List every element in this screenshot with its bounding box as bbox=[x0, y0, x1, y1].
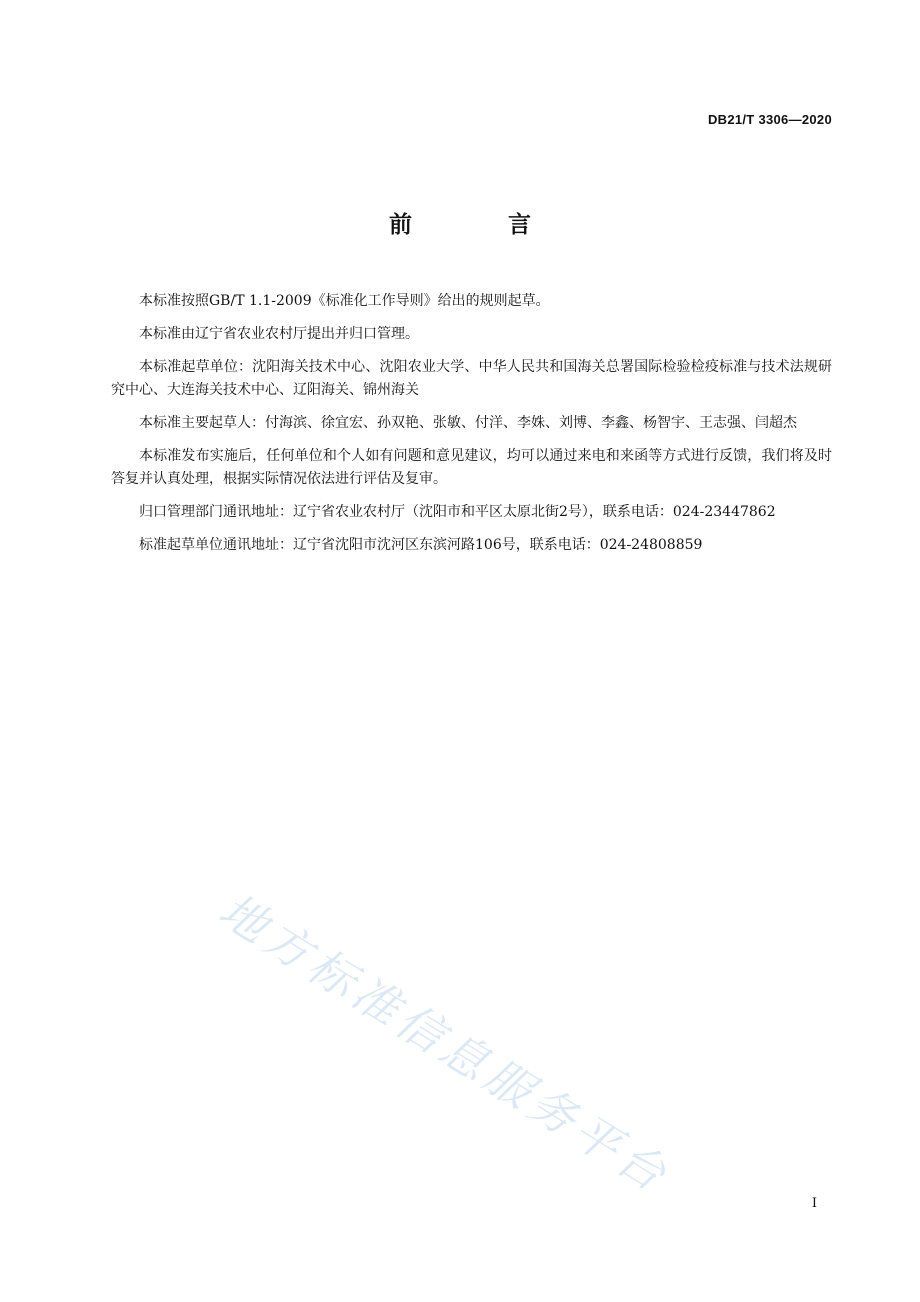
watermark: 地方标准信息服务平台 bbox=[210, 882, 680, 1204]
standard-code: DB21/T 3306—2020 bbox=[707, 112, 832, 127]
paragraph-management-address: 归口管理部门通讯地址：辽宁省农业农村厅（沈阳市和平区太原北街2号），联系电话：024-23447862 bbox=[139, 504, 776, 520]
paragraph-feedback: 本标准发布实施后，任何单位和个人如有问题和意见建议，均可以通过来电和来函等方式进行反馈，我们将及时答复并认真处理，根据实际情况依法进行评估及复审。 bbox=[111, 448, 832, 487]
page-number: I bbox=[811, 1196, 817, 1211]
paragraph-drafting-rules: 本标准按照GB/T 1.1-2009《标准化工作导则》给出的规则起草。 bbox=[139, 293, 550, 309]
paragraph-proposer: 本标准由辽宁省农业农村厅提出并归口管理。 bbox=[139, 326, 419, 342]
paragraph-drafters: 本标准主要起草人：付海滨、徐宜宏、孙双艳、张敏、付洋、李姝、刘博、李鑫、杨智宇、王志强、闫超杰 bbox=[139, 415, 797, 431]
paragraph-drafting-units: 本标准起草单位：沈阳海关技术中心、沈阳农业大学、中华人民共和国海关总署国际检验检疫标准与技术法规研究中心、大连海关技术中心、辽阳海关、锦州海关 bbox=[111, 359, 832, 398]
page-title: 前 言 bbox=[388, 212, 575, 238]
paragraph-drafter-address: 标准起草单位通讯地址：辽宁省沈阳市沈河区东滨河路106号，联系电话：024-24808859 bbox=[139, 537, 703, 553]
foreword-body bbox=[111, 290, 832, 567]
